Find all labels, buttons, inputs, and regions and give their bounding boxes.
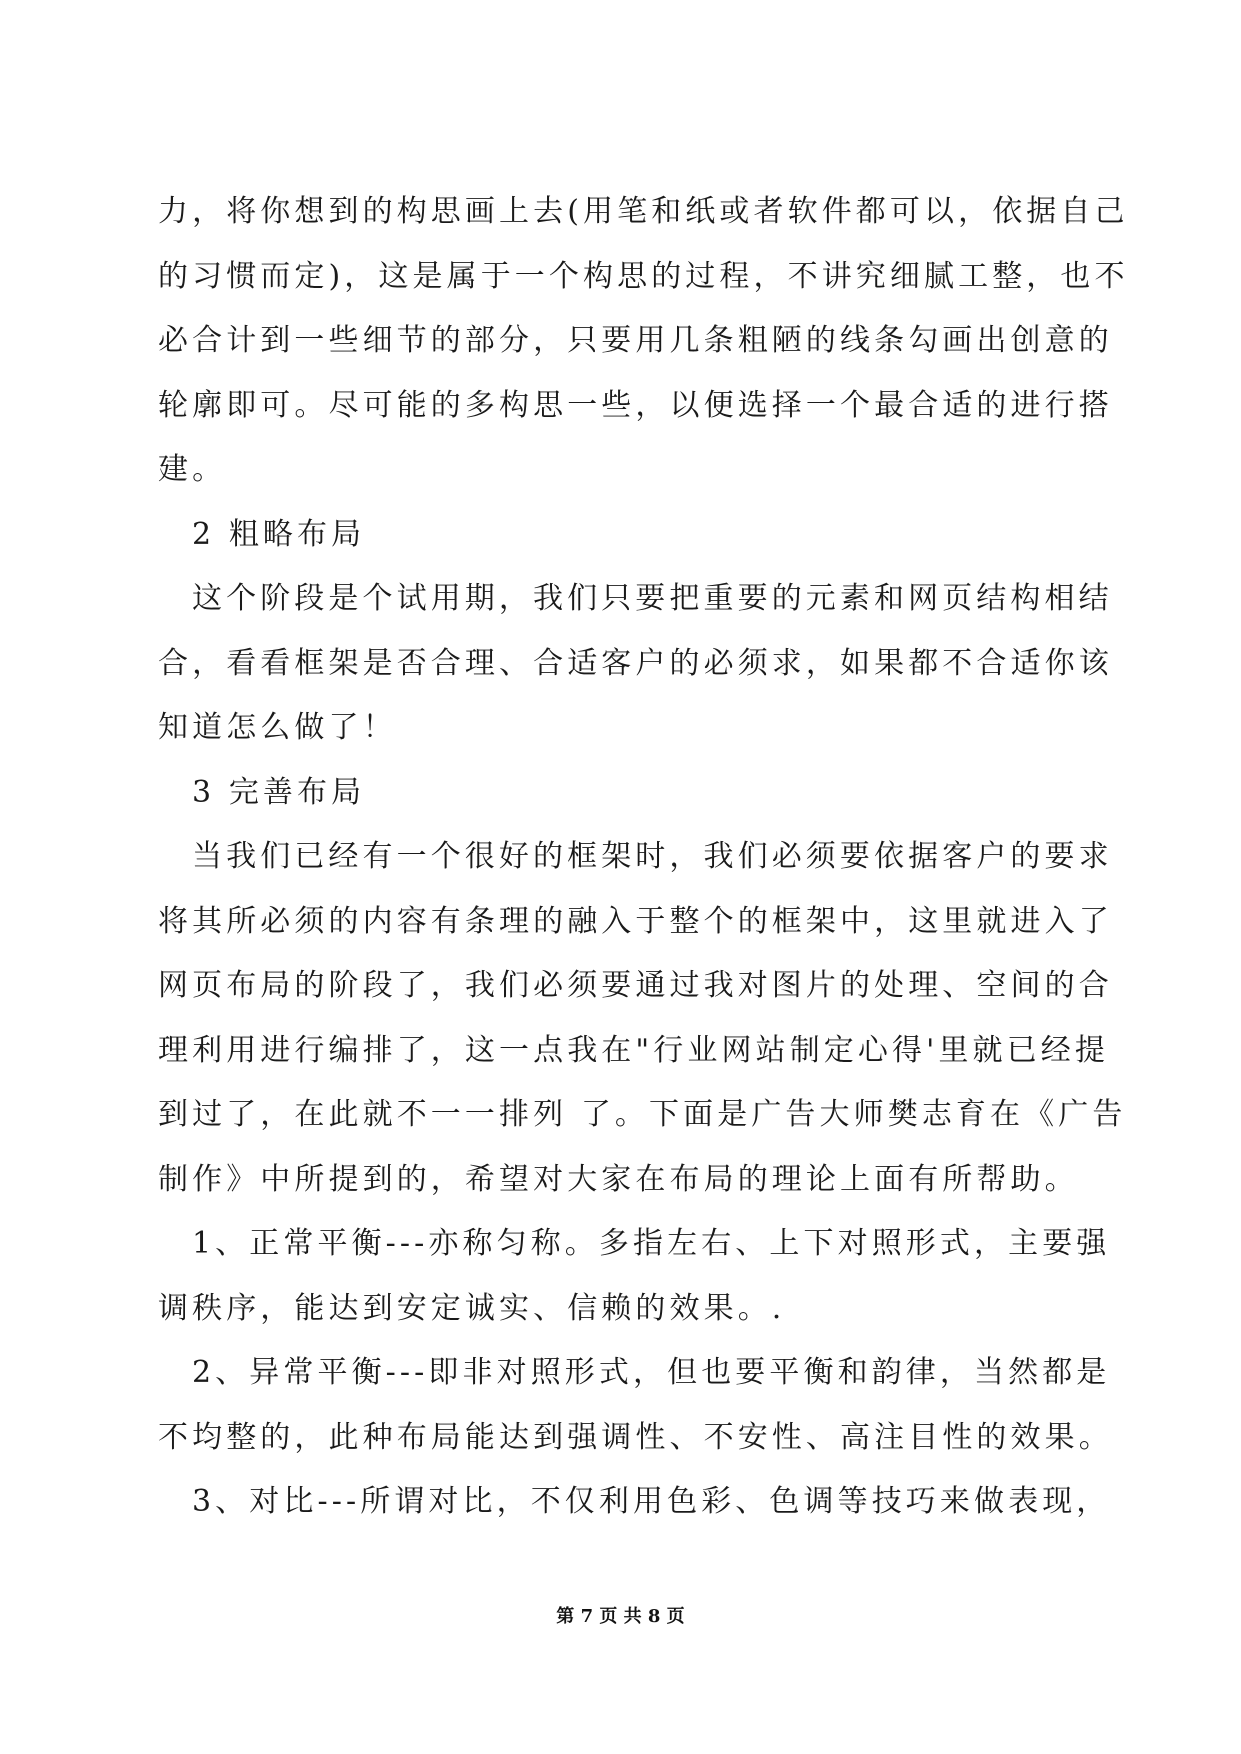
text-line: 轮廓即可。尽可能的多构思一些，以便选择一个最合适的进行搭 — [158, 387, 1113, 423]
text-line: 合，看看框架是否合理、合适客户的必须求，如果都不合适你该 — [158, 645, 1113, 681]
text-line: 不均整的，此种布局能达到强调性、不安性、高注目性的效果。 — [158, 1419, 1113, 1455]
text-line: 建。 — [158, 452, 227, 487]
text-line: 理利用进行编排了，这一点我在"行业网站制定心得'里就已经提 — [158, 1032, 1109, 1068]
list-item: 2、异常平衡---即非对照形式，但也要平衡和韵律，当然都是 — [192, 1355, 1111, 1390]
text-line: 这个阶段是个试用期，我们只要把重要的元素和网页结构相结 — [192, 581, 1113, 616]
list-item: 3、对比---所谓对比，不仅利用色彩、色调等技巧来做表现， — [192, 1484, 1111, 1519]
text-line: 网页布局的阶段了，我们必须要通过我对图片的处理、空间的合 — [158, 968, 1113, 1003]
text-line: 将其所必须的内容有条理的融入于整个的框架中，这里就进入了 — [158, 903, 1113, 939]
section-heading: 2 粗略布局 — [192, 516, 366, 552]
list-item: 1、正常平衡---亦称匀称。多指左右、上下对照形式，主要强 — [192, 1226, 1111, 1261]
document-body — [158, 180, 1129, 1535]
text-line: 必合计到一些细节的部分，只要用几条粗陋的线条勾画出创意的 — [158, 323, 1113, 358]
text-line: 调秩序，能达到安定诚实、信赖的效果。. — [158, 1290, 786, 1326]
text-line: 知道怎么做了！ — [158, 710, 397, 745]
text-line: 制作》中所提到的，希望对大家在布局的理论上面有所帮助。 — [158, 1161, 1079, 1197]
section-heading: 3 完善布局 — [192, 774, 366, 810]
page-number-footer: 第 7 页 共 8 页 — [556, 1606, 685, 1627]
text-line: 的习惯而定)，这是属于一个构思的过程，不讲究细腻工整，也不 — [158, 258, 1129, 294]
text-line: 力，将你想到的构思画上去(用笔和纸或者软件都可以，依据自己 — [158, 194, 1129, 229]
text-line: 当我们已经有一个很好的框架时，我们必须要依据客户的要求 — [192, 839, 1113, 874]
text-line: 到过了，在此就不一一排列 了。下面是广告大师樊志育在《广告 — [158, 1097, 1127, 1132]
